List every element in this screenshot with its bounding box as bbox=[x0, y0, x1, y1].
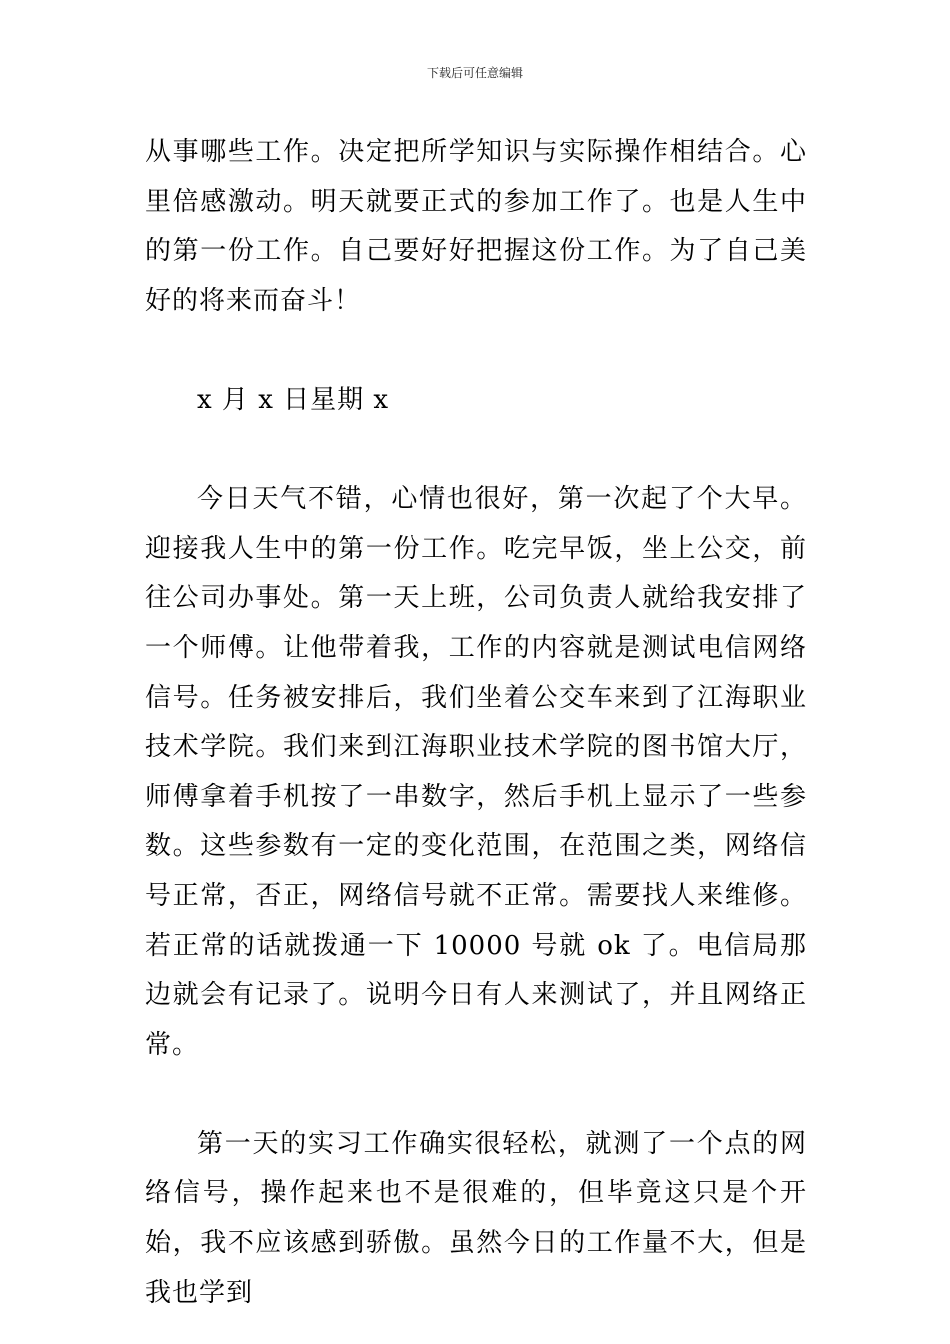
paragraph-first-day: 今日天气不错，心情也很好，第一次起了个大早。迎接我人生中的第一份工作。吃完早饭，坐上公交，前往公司办事处。第一天上班，公司负责人就给我安排了一个师傅。让他带着我，工作的内容就是测试电信网络信号。任务被安排后，我们坐着公交车来到了江海职业技术学院。我们来到江海职业技术学院的图书馆大厅，师傅拿着手机按了一串数字，然后手机上显示了一些参数。这些参数有一定的变化范围，在范围之类，网络信号正常，否正，网络信号就不正常。需要找人来维修。若正常的话就拨通一下 10000 号就 ok 了。电信局那边就会有记录了。说明今日有人来测试了，并且网络正常。 bbox=[145, 484, 807, 1060]
document-body bbox=[145, 128, 807, 1318]
paragraph-reflection: 第一天的实习工作确实很轻松，就测了一个点的网络信号，操作起来也不是很难的，但毕竟这只是个开始，我不应该感到骄傲。虽然今日的工作量不大，但是我也学到 bbox=[145, 1128, 807, 1308]
paragraph-continuation: 从事哪些工作。决定把所学知识与实际操作相结合。心里倍感激动。明天就要正式的参加工作了。也是人生中的第一份工作。自己要好好把握这份工作。为了自己美好的将来而奋斗！ bbox=[145, 137, 807, 316]
diary-date-line: x 月 x 日星期 x bbox=[197, 384, 390, 415]
page-header-note: 下载后可任意编辑 bbox=[426, 66, 523, 80]
